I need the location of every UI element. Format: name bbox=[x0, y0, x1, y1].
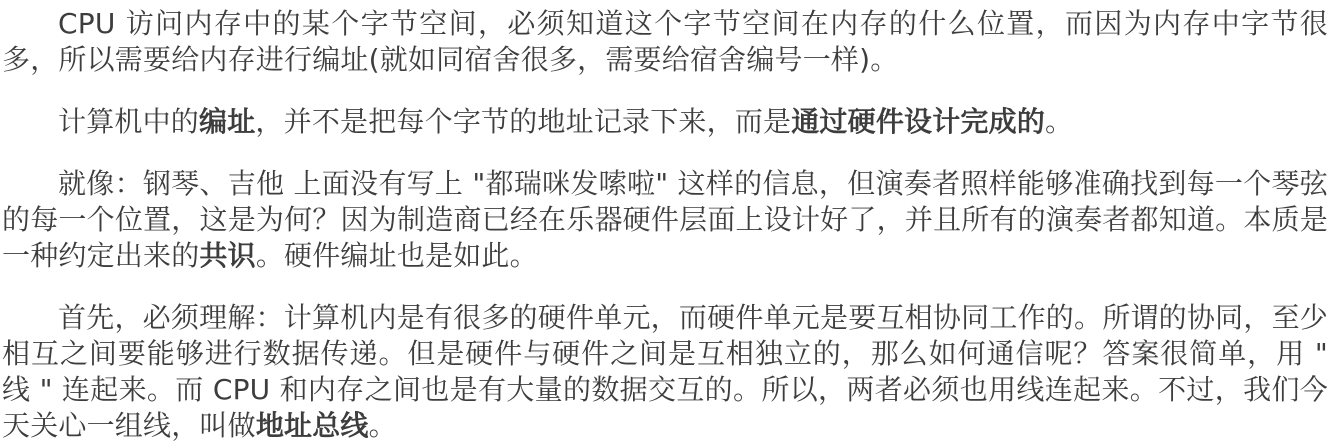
text-segment: 首先，必须理解：计算机内是有很多的硬件单元，而硬件单元是要互相协同工作的。所谓的协同，至少相互之间要能够进行数据传递。但是硬件与硬件之间是互相独立的，那么如何通信呢？答案很简单，用 " 线 " 连起来。而 CPU 和内存之间也是有大量的数据交互的。所以，两者必须也用线连起来。不过，我们今天关心一组线，叫做 bbox=[2, 301, 1328, 442]
bold-text-segment: 共识 bbox=[199, 239, 256, 272]
bold-text-segment: 地址总线 bbox=[255, 409, 369, 442]
text-segment: 。硬件编址也是如此。 bbox=[255, 239, 538, 272]
text-segment: 。 bbox=[1045, 105, 1074, 138]
bold-text-segment: 通过硬件设计完成的 bbox=[791, 105, 1046, 138]
text-segment: CPU 访问内存中的某个字节空间，必须知道这个字节空间在内存的什么位置，而因为内存中字节很多，所以需要给内存进行编址(就如同宿舍很多，需要给宿舍编号一样)。 bbox=[2, 7, 1328, 76]
text-segment: 计算机中的 bbox=[58, 105, 200, 138]
paragraph bbox=[2, 300, 1328, 444]
text-segment: 就像：钢琴、吉他 上面没有写上 "都瑞咪发嗦啦" 这样的信息，但演奏者照样能够准确找到每一个琴弦的每一个位置，这是为何？因为制造商已经在乐器硬件层面上设计好了，并且所有的演奏者都知道。本质是一种约定出来的 bbox=[2, 167, 1328, 272]
paragraph bbox=[2, 6, 1328, 78]
paragraph bbox=[2, 104, 1328, 140]
text-segment: 。 bbox=[368, 409, 397, 442]
text-segment: ，并不是把每个字节的地址记录下来，而是 bbox=[255, 105, 792, 138]
paragraph bbox=[2, 166, 1328, 274]
bold-text-segment: 编址 bbox=[199, 105, 256, 138]
